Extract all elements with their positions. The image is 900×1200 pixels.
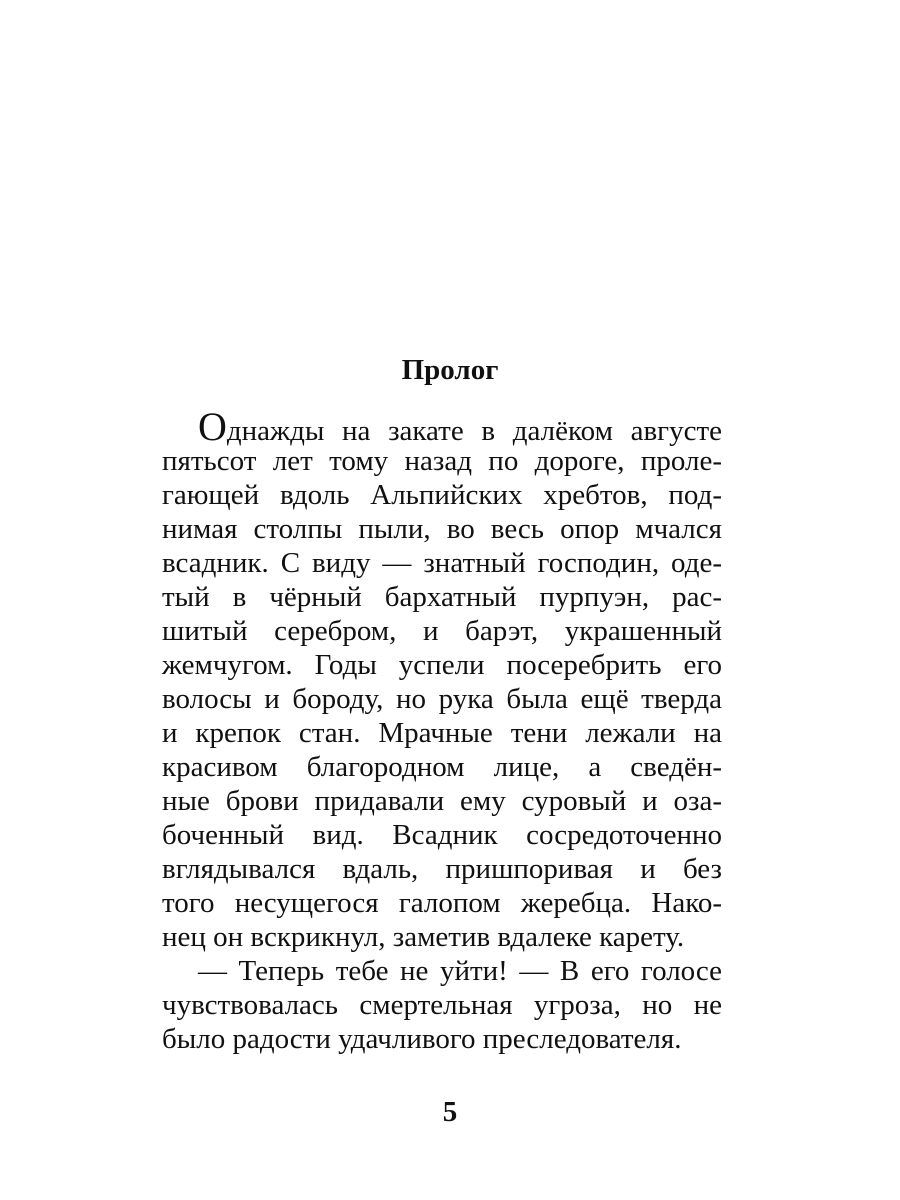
text-line: пятьсот лет тому назад по дороге, проле- xyxy=(162,445,722,477)
text-line-last: было радости удачливого преследователя. xyxy=(162,1023,682,1055)
text-line: волосы и бороду, но рука была ещё тверда xyxy=(162,683,722,715)
text-line: жемчугом. Годы успели посеребрить его xyxy=(162,649,722,681)
text-line: красивом благородном лице, а сведён- xyxy=(162,751,722,783)
text-line: тый в чёрный бархатный пурпуэн, рас- xyxy=(162,581,722,613)
text-line: гающей вдоль Альпийских хребтов, под- xyxy=(162,479,722,511)
body-text xyxy=(162,404,722,1056)
text-line: ные брови придавали ему суровый и оза- xyxy=(162,785,722,817)
chapter-title: Пролог xyxy=(401,354,499,386)
text-line: всадник. С виду — знатный господин, оде- xyxy=(162,547,722,579)
text-line-last: нец он вскрикнул, заметив вдалеке карету. xyxy=(162,921,685,953)
paragraph-2 xyxy=(162,954,722,1056)
paragraph-1 xyxy=(162,404,722,954)
text-line: вглядывался вдаль, пришпоривая и без xyxy=(162,853,722,885)
page-number: 5 xyxy=(442,1096,458,1128)
dialogue-line: — Теперь тебе не уйти! — В его голосе xyxy=(198,955,722,987)
text-line: чувствовалась смертельная угроза, но не xyxy=(162,989,722,1021)
drop-cap: О xyxy=(198,404,227,449)
text-line: боченный вид. Всадник сосредоточенно xyxy=(162,819,722,851)
text-line-first xyxy=(162,404,722,449)
text-line: нимая столпы пыли, во весь опор мчался xyxy=(162,513,722,545)
text-line: и крепок стан. Мрачные тени лежали на xyxy=(162,717,722,749)
first-line-text: днажды на закате в далёком августе xyxy=(226,415,722,447)
text-line-first xyxy=(162,954,722,988)
text-line: шитый серебром, и барэт, украшенный xyxy=(162,615,722,647)
text-line: того несущегося галопом жеребца. Нако- xyxy=(162,887,722,919)
